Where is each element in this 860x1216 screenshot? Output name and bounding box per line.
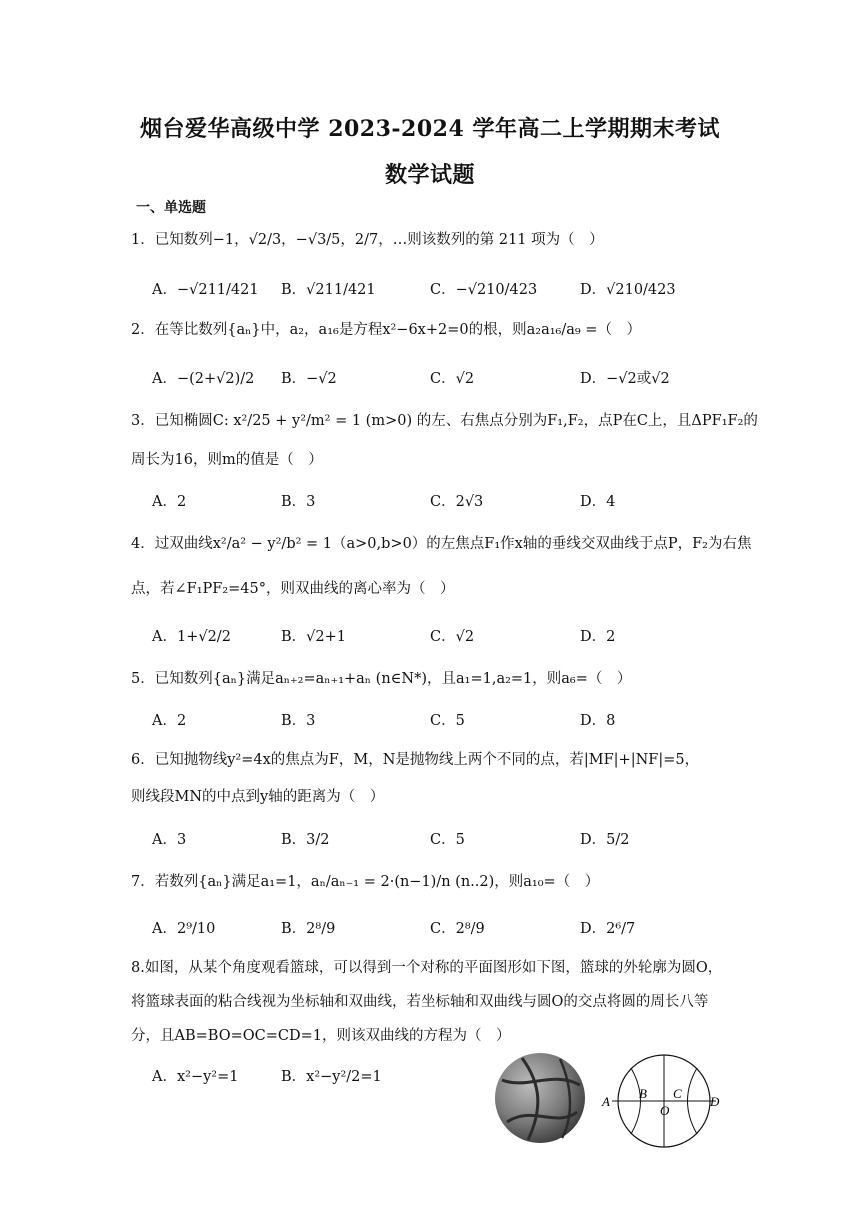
q3-option-a: A．2 (152, 494, 187, 510)
question-6-line-1: 6．已知抛物线y²=4x的焦点为F，M，N是抛物线上两个不同的点，若|MF|+|NF|=5， (131, 752, 700, 768)
q1-option-b: B．√211/421 (281, 282, 376, 298)
question-3-line-1: 3．已知椭圆C: x²/25 + y²/m² = 1 (m>0) 的左、右焦点分别为F₁,F₂，点P在C上，且ΔPF₁F₂的 (131, 413, 758, 429)
q4-option-a: A．1+√2/2 (152, 629, 231, 645)
section-heading: 一、单选题 (136, 200, 206, 216)
question-4-line-2: 点，若∠F₁PF₂=45°，则双曲线的离心率为（ ） (131, 581, 455, 597)
q5-option-a: A．2 (152, 713, 187, 729)
q8-option-b: B．x²−y²/2=1 (281, 1069, 382, 1085)
q3-option-c: C．2√3 (430, 494, 484, 510)
q6-option-b: B．3/2 (281, 832, 330, 848)
q8-option-a: A．x²−y²=1 (152, 1069, 239, 1085)
q7-option-b: B．2⁸/9 (281, 921, 336, 937)
label-a: A (602, 1094, 610, 1109)
q1-option-c: C．−√210/423 (430, 282, 538, 298)
question-5: 5．已知数列{aₙ}满足aₙ₊₂=aₙ₊₁+aₙ (n∈N*)，且a₁=1,a₂=1，则a₆=（ ） (131, 671, 632, 687)
label-c: C (673, 1086, 682, 1101)
question-8-line-3: 分，且AB=BO=OC=CD=1，则该双曲线的方程为（ ） (131, 1028, 511, 1044)
question-3-line-2: 周长为16，则m的值是（ ） (131, 452, 323, 468)
q1-option-d: D．√210/423 (580, 282, 676, 298)
q4-option-d: D．2 (580, 629, 616, 645)
q5-option-c: C．5 (430, 713, 465, 729)
q4-option-b: B．√2+1 (281, 629, 346, 645)
question-6-line-2: 则线段MN的中点到y轴的距离为（ ） (131, 789, 385, 805)
q2-option-d: D．−√2或√2 (580, 371, 670, 387)
q7-option-d: D．2⁶/7 (580, 921, 636, 937)
question-7: 7．若数列{aₙ}满足a₁=1，aₙ/aₙ₋₁ = 2·(n−1)/n (n..2)，则a₁₀=（ ） (131, 874, 600, 890)
basketball-image (492, 1050, 588, 1146)
q2-option-a: A．−(2+√2)/2 (152, 371, 255, 387)
question-8-line-1: 8.如图，从某个角度观看篮球，可以得到一个对称的平面图形如下图，篮球的外轮廓为圆O， (131, 960, 723, 976)
label-o: O (660, 1103, 670, 1118)
q7-option-a: A．2⁹/10 (152, 921, 216, 937)
label-d: D (710, 1094, 720, 1109)
q6-option-a: A．3 (152, 832, 187, 848)
question-2: 2．在等比数列{aₙ}中，a₂，a₁₆是方程x²−6x+2=0的根，则a₂a₁₆/a₉ =（ ） (131, 322, 641, 338)
q6-option-c: C．5 (430, 832, 465, 848)
q2-option-c: C．√2 (430, 371, 475, 387)
q5-option-b: B．3 (281, 713, 316, 729)
exam-title: 烟台爱华高级中学 2023-2024 学年高二上学期期末考试 (140, 116, 720, 142)
label-b: B (639, 1086, 647, 1101)
question-4-line-1: 4．过双曲线x²/a² − y²/b² = 1（a>0,b>0）的左焦点F₁作x轴的垂线交双曲线于点P，F₂为右焦 (131, 536, 752, 552)
q7-option-c: C．2⁸/9 (430, 921, 485, 937)
q1-option-a: A．−√211/421 (152, 282, 259, 298)
q2-option-b: B．−√2 (281, 371, 337, 387)
q6-option-d: D．5/2 (580, 832, 630, 848)
question-8-line-2: 将篮球表面的粘合线视为坐标轴和双曲线，若坐标轴和双曲线与圆O的交点将圆的周长八等 (131, 994, 709, 1010)
q3-option-d: D．4 (580, 494, 616, 510)
exam-subtitle: 数学试题 (384, 162, 475, 188)
hyperbola-circle-diagram (598, 1052, 730, 1150)
q5-option-d: D．8 (580, 713, 616, 729)
question-1: 1．已知数列−1，√2/3，−√3/5，2/7，…则该数列的第 211 项为（ ） (131, 232, 604, 248)
q3-option-b: B．3 (281, 494, 316, 510)
q4-option-c: C．√2 (430, 629, 475, 645)
